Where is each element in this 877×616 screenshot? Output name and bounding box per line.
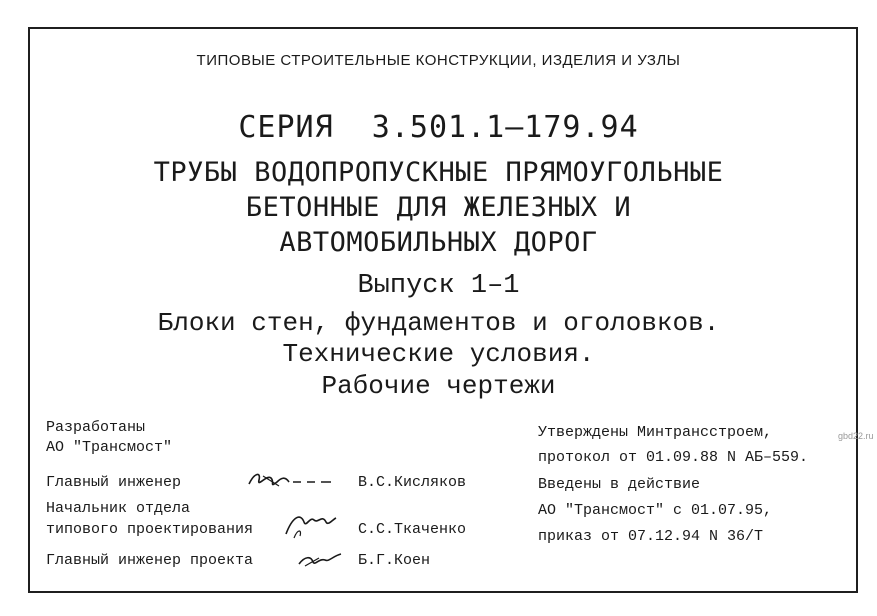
developed-by-label: Разработаны	[46, 419, 146, 436]
document-title-line-3: АВТОМОБИЛЬНЫХ ДОРОГ	[279, 227, 598, 258]
subtitle-line-3: Рабочие чертежи	[321, 371, 556, 401]
issue-number: Выпуск 1–1	[357, 271, 520, 301]
project-engineer-role: Главный инженер проекта	[46, 552, 254, 569]
site-watermark: gbd22.ru	[838, 431, 874, 441]
dept-head-name: С.С.Ткаченко	[358, 521, 467, 538]
approval-line-2: протокол от 01.09.88 N АБ–559.	[538, 449, 809, 466]
approval-line-3: Введены в действие	[538, 476, 701, 493]
document-title-line-1: ТРУБЫ ВОДОПРОПУСКНЫЕ ПРЯМОУГОЛЬНЫЕ	[153, 157, 724, 188]
subtitle-line-1: Блоки стен, фундаментов и оголовков.	[157, 308, 720, 338]
chief-engineer-role: Главный инженер	[46, 474, 182, 491]
developer-org: АО "Трансмост"	[46, 439, 173, 456]
dept-head-role-line-2: типового проектирования	[46, 521, 254, 538]
series-header: ТИПОВЫЕ СТРОИТЕЛЬНЫЕ КОНСТРУКЦИИ, ИЗДЕЛИЯ И УЗЛЫ	[196, 52, 681, 69]
dept-head-role-line-1: Начальник отдела	[46, 500, 191, 517]
document-title-line-2: БЕТОННЫЕ ДЛЯ ЖЕЛЕЗНЫХ И	[245, 192, 632, 223]
subtitle-line-2: Технические условия.	[282, 339, 595, 369]
approval-line-4: АО "Трансмост" с 01.07.95,	[538, 502, 773, 519]
approval-line-5: приказ от 07.12.94 N 36/Т	[538, 528, 764, 545]
series-number: СЕРИЯ 3.501.1–179.94	[238, 110, 639, 145]
chief-engineer-name: В.С.Кисляков	[358, 474, 467, 491]
approval-line-1: Утверждены Минтрансстроем,	[538, 424, 773, 441]
project-engineer-name: Б.Г.Коен	[358, 552, 431, 569]
